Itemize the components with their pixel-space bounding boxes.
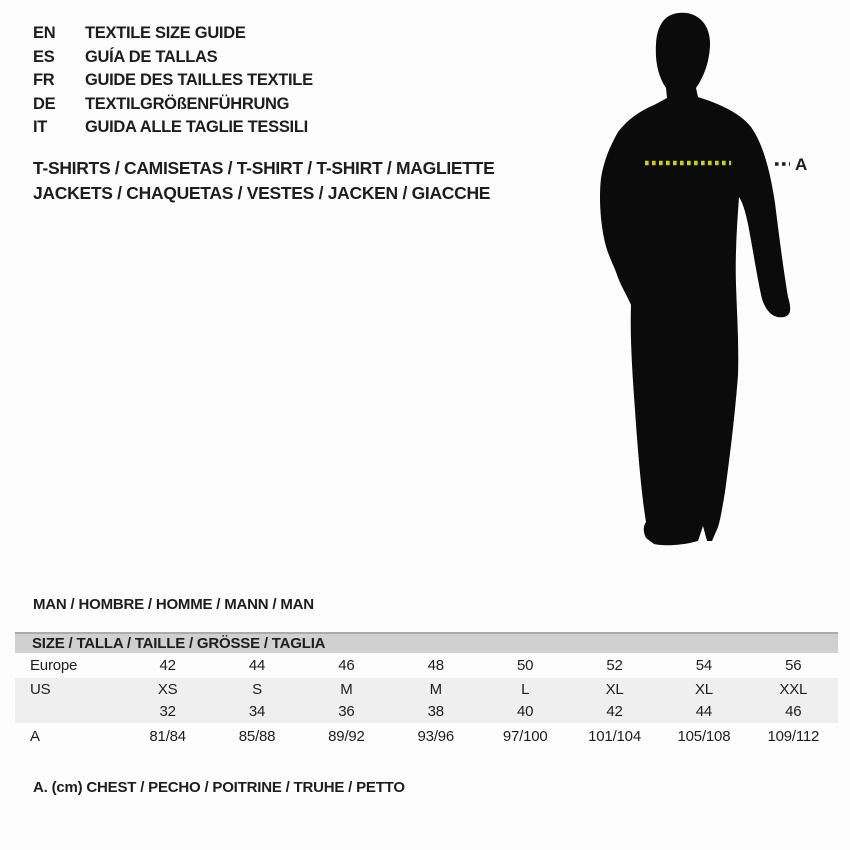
table-cell: 46 xyxy=(338,657,355,674)
table-cell: L xyxy=(521,680,530,698)
table-cell: 56 xyxy=(785,657,802,674)
table-row-europe xyxy=(15,653,838,678)
measure-label-a: A xyxy=(795,155,808,174)
table-cell: 48 xyxy=(427,657,444,674)
row-label xyxy=(15,700,123,723)
category-line-jackets: JACKETS / CHAQUETAS / VESTES / JACKEN / GIACCHE xyxy=(33,183,491,203)
measurement-footnote: A. (cm) CHEST / PECHO / POITRINE / TRUHE / PETTO xyxy=(33,779,405,796)
table-cell: 42 xyxy=(159,657,176,674)
table-row-chest-cm xyxy=(15,723,838,749)
lang-code: FR xyxy=(33,71,55,90)
lang-code: EN xyxy=(33,24,56,43)
table-cell: 44 xyxy=(248,657,266,674)
lang-title: GUÍA DE TALLAS xyxy=(85,47,218,66)
row-label: Europe xyxy=(30,657,78,674)
size-table-header: SIZE / TALLA / TAILLE / GRÖSSE / TAGLIA xyxy=(15,632,838,653)
category-line-tshirts: T-SHIRTS / CAMISETAS / T-SHIRT / T-SHIRT / MAGLIETTE xyxy=(33,158,495,178)
table-cell: 34 xyxy=(248,703,266,720)
table-cell: 50 xyxy=(517,657,534,674)
garment-categories xyxy=(33,156,494,206)
lang-code: IT xyxy=(33,118,48,137)
table-cell: 109/112 xyxy=(767,727,820,745)
table-cell: 38 xyxy=(427,703,444,720)
table-cell: 89/92 xyxy=(328,727,365,745)
lang-title: TEXTILE SIZE GUIDE xyxy=(85,24,246,43)
table-cell: XL xyxy=(694,680,713,698)
table-cell: XL xyxy=(605,680,624,698)
table-cell: 44 xyxy=(695,703,713,720)
table-cell: 52 xyxy=(606,657,623,674)
table-cell: 42 xyxy=(606,703,623,720)
table-cell: 81/84 xyxy=(149,727,186,745)
table-cell: 40 xyxy=(517,703,534,720)
table-cell: XS xyxy=(157,680,178,698)
table-cell: XXL xyxy=(779,680,808,698)
table-cell: 46 xyxy=(785,703,802,720)
table-cell: M xyxy=(429,680,442,698)
man-silhouette-figure xyxy=(588,4,810,552)
table-row-us-numeric xyxy=(15,700,838,723)
lang-title: GUIDE DES TAILLES TEXTILE xyxy=(85,71,313,90)
row-label: A xyxy=(30,727,40,745)
section-title-man: MAN / HOMBRE / HOMME / MANN / MAN xyxy=(33,596,314,613)
lang-row-de xyxy=(33,93,313,117)
table-cell: S xyxy=(252,680,262,698)
size-table xyxy=(15,632,838,749)
lang-title: TEXTILGRÖßENFÜHRUNG xyxy=(85,94,290,113)
lang-title: GUIDA ALLE TAGLIE TESSILI xyxy=(85,118,308,137)
table-row-us xyxy=(15,678,838,700)
language-title-list xyxy=(33,22,313,140)
table-cell: 32 xyxy=(159,703,176,720)
table-cell: 93/96 xyxy=(417,727,455,745)
lang-code: ES xyxy=(33,47,55,66)
table-cell: 97/100 xyxy=(502,727,548,745)
table-cell: 36 xyxy=(338,703,355,720)
table-cell: 101/104 xyxy=(588,727,641,745)
lang-row-fr xyxy=(33,69,313,93)
table-cell: M xyxy=(340,680,353,698)
table-cell: 54 xyxy=(695,657,713,674)
table-cell: 85/88 xyxy=(238,727,276,745)
lang-row-it xyxy=(33,116,313,140)
lang-row-es xyxy=(33,46,313,70)
man-silhouette xyxy=(600,13,790,545)
lang-code: DE xyxy=(33,94,56,113)
row-label: US xyxy=(30,680,51,698)
lang-row-en xyxy=(33,22,313,46)
table-cell: 105/108 xyxy=(677,727,731,745)
